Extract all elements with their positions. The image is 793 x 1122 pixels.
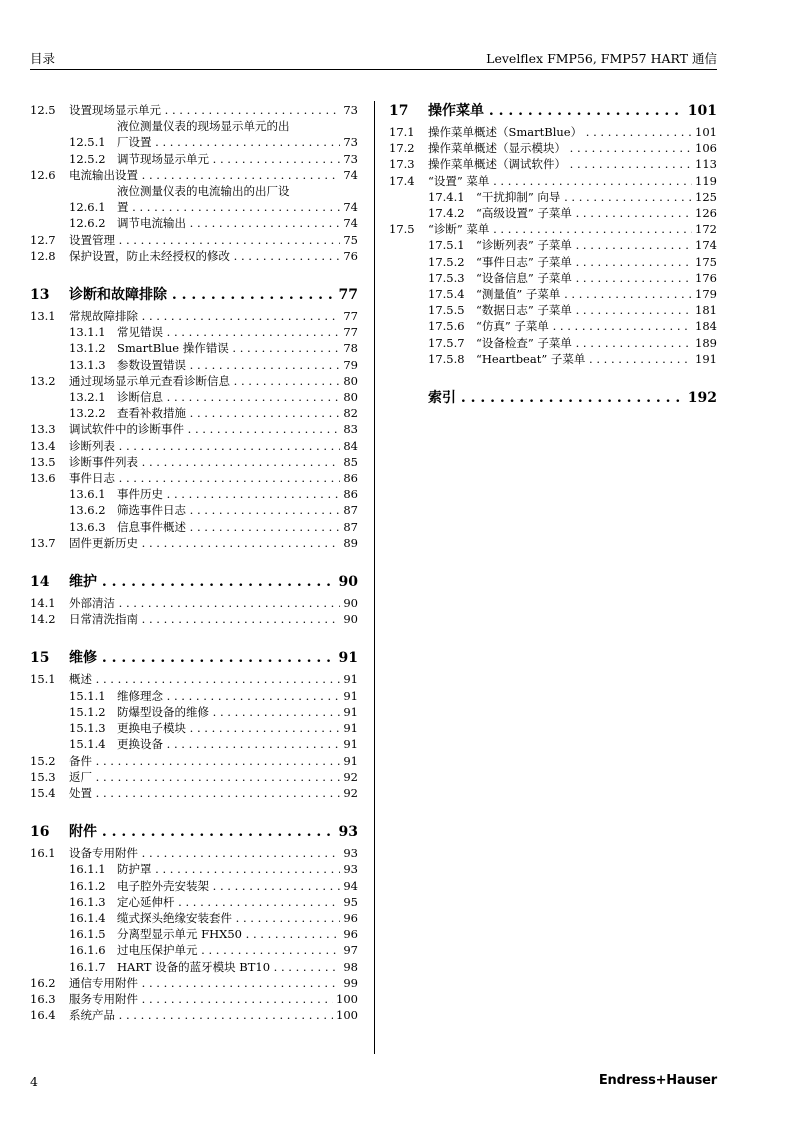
- toc-entry-title: 通信专用附件 . . .: [69, 975, 340, 991]
- toc-entry-page: 93: [343, 846, 358, 861]
- toc-entry-number: 16.1.1: [69, 862, 106, 877]
- toc-entry-number: 12.6.1: [69, 200, 106, 215]
- toc-entry-number: 13.1.2: [69, 341, 106, 356]
- toc-entry-number: 16.1.2: [69, 878, 106, 893]
- toc-chapter-entry[interactable]: [389, 102, 717, 120]
- toc-entry-title: 诊断列表 . . .: [69, 438, 340, 454]
- toc-entry-number: 13.1: [30, 309, 56, 324]
- toc-entry-title: 调节电流输出 . . .: [117, 215, 340, 231]
- toc-entry[interactable]: [30, 102, 358, 118]
- toc-entry-number: 17.4.2: [428, 206, 465, 221]
- toc-entry[interactable]: [30, 357, 358, 373]
- toc-entry-page: 73: [343, 135, 358, 150]
- toc-entry[interactable]: [30, 438, 358, 454]
- toc-entry-number: 13.7: [30, 535, 56, 550]
- toc-chapter-entry[interactable]: [30, 649, 358, 667]
- header-document-title: Levelflex FMP56, FMP57 HART 通信: [486, 51, 717, 66]
- toc-chapter-entry[interactable]: [389, 389, 717, 407]
- toc-entry-page: 73: [343, 103, 358, 117]
- toc-entry-title: [117, 118, 340, 150]
- toc-entry-title: 操作菜单概述（调试软件） . . .: [428, 156, 692, 172]
- toc-entry[interactable]: [30, 926, 358, 942]
- toc-entry-number: 17.5.6: [428, 319, 465, 334]
- toc-entry-number: 17.5.8: [428, 351, 465, 366]
- toc-entry[interactable]: [389, 140, 717, 156]
- toc-entry-title: [117, 183, 340, 215]
- toc-entry-title: 过电压保护单元 . . .: [117, 942, 340, 958]
- toc-entry-page: 174: [695, 238, 717, 253]
- toc-entry-title: 筛选事件日志 . . .: [117, 502, 340, 518]
- toc-entry-number: 16: [30, 824, 50, 841]
- toc-entry[interactable]: [30, 688, 358, 704]
- toc-entry-page: 93: [338, 824, 358, 841]
- toc-entry-number: 16.2: [30, 975, 56, 990]
- toc-entry[interactable]: [389, 221, 717, 237]
- toc-entry-number: 13.1.3: [69, 357, 106, 372]
- toc-entry[interactable]: [30, 421, 358, 437]
- toc-entry[interactable]: [389, 270, 717, 286]
- toc-entry-number: 16.1: [30, 846, 56, 861]
- toc-entry-page: 181: [695, 303, 717, 318]
- toc-entry[interactable]: [30, 454, 358, 470]
- toc-entry-number: 17.5: [389, 222, 415, 237]
- toc-entry[interactable]: [30, 183, 358, 215]
- toc-entry-title: 维护 . . .: [69, 573, 336, 591]
- toc-entry-number: 13.4: [30, 438, 56, 453]
- toc-entry-page: 77: [343, 325, 358, 340]
- column-divider: [374, 101, 375, 1054]
- toc-entry-title: 更换设备 . . .: [117, 736, 340, 752]
- toc-chapter-entry[interactable]: [30, 286, 358, 304]
- toc-entry-title-continuation: 置 . . .: [117, 199, 340, 215]
- toc-entry-page: 191: [695, 351, 717, 366]
- toc-entry-number: 15.2: [30, 753, 56, 768]
- toc-entry-number: 17.4: [389, 173, 415, 188]
- toc-entry-title: “设备信息” 子菜单 . . .: [476, 270, 692, 286]
- toc-entry[interactable]: [30, 470, 358, 486]
- toc-entry[interactable]: [30, 704, 358, 720]
- toc-entry-page: 82: [343, 406, 358, 421]
- toc-entry-title: 设置管理 . . .: [69, 232, 340, 248]
- toc-entry-number: 16.4: [30, 1008, 56, 1023]
- toc-entry-page: 85: [343, 454, 358, 469]
- toc-entry-page: 113: [695, 157, 717, 172]
- toc-entry-title: 维修 . . .: [69, 649, 336, 667]
- toc-entry-title: 调试软件中的诊断事件 . . .: [69, 421, 340, 437]
- toc-entry-page: 74: [343, 167, 358, 182]
- toc-entry[interactable]: [30, 785, 358, 801]
- toc-entry-number: 13.1.1: [69, 325, 106, 340]
- toc-entry[interactable]: [389, 318, 717, 334]
- toc-entry[interactable]: [30, 769, 358, 785]
- toc-left-column: [30, 102, 358, 1023]
- toc-entry-page: 92: [343, 785, 358, 800]
- toc-chapter-entry[interactable]: [30, 573, 358, 591]
- toc-entry-title: “Heartbeat” 子菜单 . . .: [476, 351, 692, 367]
- toc-entry-title: 索引 . . .: [428, 389, 685, 407]
- toc-entry-page: 75: [343, 232, 358, 247]
- toc-entry-page: 74: [343, 216, 358, 231]
- toc-entry[interactable]: [30, 894, 358, 910]
- toc-entry-number: 13.6.3: [69, 519, 106, 534]
- toc-entry[interactable]: [389, 254, 717, 270]
- toc-entry-title-line: 液位测量仪表的现场显示单元的出: [117, 119, 290, 134]
- toc-entry[interactable]: [30, 975, 358, 991]
- toc-entry-number: 14.1: [30, 596, 56, 611]
- toc-entry[interactable]: [30, 991, 358, 1007]
- toc-entry-page: 76: [343, 248, 358, 263]
- toc-entry-title: “诊断列表” 子菜单 . . .: [476, 237, 692, 253]
- toc-entry[interactable]: [30, 308, 358, 324]
- toc-entry-number: 13.2.1: [69, 390, 106, 405]
- toc-entry-page: 100: [336, 1008, 358, 1023]
- toc-entry-title: 诊断信息 . . .: [117, 389, 340, 405]
- toc-entry-title: 概述 . . .: [69, 671, 340, 687]
- toc-entry[interactable]: [389, 124, 717, 140]
- toc-entry-page: 90: [343, 612, 358, 627]
- toc-entry-page: 83: [343, 422, 358, 437]
- toc-entry-number: 14: [30, 574, 50, 591]
- toc-entry-page: 119: [695, 173, 717, 188]
- toc-entry-number: 13.5: [30, 454, 56, 469]
- toc-entry-number: 16.1.7: [69, 959, 106, 974]
- toc-entry-page: 84: [343, 438, 358, 453]
- toc-entry-page: 94: [343, 878, 358, 893]
- toc-entry-number: 13: [30, 287, 50, 304]
- toc-entry-page: 91: [343, 704, 358, 719]
- toc-entry-number: 12.5.1: [69, 135, 106, 150]
- toc-entry-title: “高级设置” 子菜单 . . .: [476, 205, 692, 221]
- toc-entry-page: 89: [343, 535, 358, 550]
- toc-entry-page: 95: [343, 894, 358, 909]
- toc-entry[interactable]: [389, 351, 717, 367]
- toc-entry-page: 91: [343, 688, 358, 703]
- toc-entry[interactable]: [30, 486, 358, 502]
- toc-entry-number: 17: [389, 103, 409, 119]
- toc-entry-title: 诊断和故障排除 . . .: [69, 286, 336, 304]
- toc-entry[interactable]: [30, 861, 358, 877]
- toc-entry-title: 日常清洗指南 . . .: [69, 611, 340, 627]
- toc-entry-title: HART 设备的蓝牙模块 BT10 . . .: [117, 959, 340, 975]
- toc-entry-number: 17.3: [389, 157, 415, 172]
- toc-entry-number: 12.6: [30, 167, 56, 182]
- toc-entry-title: 查看补救措施 . . .: [117, 405, 340, 421]
- toc-entry[interactable]: [30, 232, 358, 248]
- toc-entry-title: 事件日志 . . .: [69, 470, 340, 486]
- toc-entry-title: 附件 . . .: [69, 823, 336, 841]
- toc-entry-page: 80: [343, 373, 358, 388]
- toc-entry-page: 189: [695, 335, 717, 350]
- toc-entry-title-line: 液位测量仪表的电流输出的出厂设: [117, 184, 290, 199]
- toc-entry-title: “设置” 菜单 . . .: [428, 173, 692, 189]
- toc-entry[interactable]: [30, 720, 358, 736]
- toc-entry-number: 17.1: [389, 125, 415, 139]
- toc-entry-number: 15: [30, 650, 50, 667]
- toc-entry-title: 诊断事件列表 . . .: [69, 454, 340, 470]
- toc-entry[interactable]: [30, 595, 358, 611]
- toc-entry-page: 86: [343, 471, 358, 486]
- toc-entry[interactable]: [30, 215, 358, 231]
- toc-entry[interactable]: [389, 156, 717, 172]
- toc-entry[interactable]: [30, 535, 358, 551]
- toc-entry-number: 13.6.2: [69, 503, 106, 518]
- toc-entry[interactable]: [389, 173, 717, 189]
- toc-entry-number: 17.5.4: [428, 287, 465, 302]
- toc-entry[interactable]: [30, 519, 358, 535]
- toc-entry[interactable]: [30, 324, 358, 340]
- page-number: 4: [30, 1074, 38, 1089]
- toc-entry-title: SmartBlue 操作错误 . . .: [117, 340, 340, 356]
- toc-entry-number: 12.7: [30, 232, 56, 247]
- toc-entry-title: “数据日志” 子菜单 . . .: [476, 302, 692, 318]
- toc-entry-page: 96: [343, 927, 358, 942]
- toc-entry-number: 17.5.2: [428, 254, 465, 269]
- toc-entry-number: 16.1.3: [69, 894, 106, 909]
- toc-entry-number: 15.1: [30, 672, 56, 687]
- toc-entry-number: 17.5.3: [428, 270, 465, 285]
- toc-entry-number: 17.5.1: [428, 238, 465, 253]
- toc-entry[interactable]: [30, 1007, 358, 1023]
- toc-entry-title: 常见错误 . . .: [117, 324, 340, 340]
- toc-entry-number: 15.1.3: [69, 721, 106, 736]
- toc-entry[interactable]: [30, 671, 358, 687]
- toc-entry-page: 184: [695, 319, 717, 334]
- toc-entry-page: 126: [695, 206, 717, 221]
- toc-entry-page: 91: [343, 672, 358, 687]
- toc-entry-title: 事件历史 . . .: [117, 486, 340, 502]
- brand-logo-text: Endress+Hauser: [598, 1073, 717, 1088]
- toc-entry-page: 100: [336, 991, 358, 1006]
- toc-entry-page: 91: [343, 753, 358, 768]
- toc-entry-page: 101: [687, 103, 717, 119]
- toc-entry[interactable]: [30, 736, 358, 752]
- toc-entry-number: 13.6.1: [69, 487, 106, 502]
- toc-entry-number: 16.1.5: [69, 927, 106, 942]
- toc-entry-number: 16.3: [30, 991, 56, 1006]
- toc-entry-page: 98: [343, 959, 358, 974]
- toc-entry-number: 16.1.4: [69, 910, 106, 925]
- toc-entry[interactable]: [30, 373, 358, 389]
- toc-entry-number: 13.3: [30, 422, 56, 437]
- toc-entry-number: 17.2: [389, 141, 415, 156]
- toc-entry-page: 87: [343, 503, 358, 518]
- toc-entry-title: 操作菜单 . . .: [428, 102, 685, 120]
- toc-entry-number: 13.2.2: [69, 406, 106, 421]
- toc-entry-title: 定心延伸杆 . . .: [117, 894, 340, 910]
- toc-right-column: [389, 102, 717, 411]
- toc-entry-page: 179: [695, 287, 717, 302]
- toc-entry-page: 175: [695, 254, 717, 269]
- toc-entry-page: 176: [695, 270, 717, 285]
- toc-entry-page: 77: [343, 309, 358, 324]
- toc-entry-number: 12.5: [30, 103, 56, 117]
- toc-entry-title: 参数设置错误 . . .: [117, 357, 340, 373]
- toc-entry-page: 192: [687, 390, 717, 407]
- toc-entry[interactable]: [30, 611, 358, 627]
- toc-entry-number: 13.2: [30, 373, 56, 388]
- toc-entry-number: 15.1.4: [69, 737, 106, 752]
- toc-entry-title: 备件 . . .: [69, 753, 340, 769]
- toc-entry-title: 调节现场显示单元 . . .: [117, 151, 340, 167]
- toc-entry[interactable]: [30, 151, 358, 167]
- toc-entry-number: 13.6: [30, 471, 56, 486]
- toc-entry-title: 防爆型设备的维修 . . .: [117, 704, 340, 720]
- toc-entry[interactable]: [30, 340, 358, 356]
- toc-entry-page: 90: [338, 574, 358, 591]
- toc-entry[interactable]: [30, 167, 358, 183]
- toc-entry-page: 96: [343, 910, 358, 925]
- toc-entry-number: 15.1.1: [69, 688, 106, 703]
- toc-entry-title: 缆式探头绝缘安装套件 . . .: [117, 910, 340, 926]
- toc-entry[interactable]: [389, 335, 717, 351]
- toc-entry-title: 固件更新历史 . . .: [69, 535, 340, 551]
- toc-entry[interactable]: [389, 286, 717, 302]
- toc-entry-page: 73: [343, 151, 358, 166]
- toc-entry[interactable]: [30, 942, 358, 958]
- toc-entry-page: 74: [343, 200, 358, 215]
- toc-entry[interactable]: [30, 910, 358, 926]
- toc-entry-title: 信息事件概述 . . .: [117, 519, 340, 535]
- toc-entry-title: “仿真” 子菜单 . . .: [476, 318, 692, 334]
- toc-entry-title: 外部清洁 . . .: [69, 595, 340, 611]
- toc-entry-number: 16.1.6: [69, 943, 106, 958]
- toc-entry[interactable]: [30, 753, 358, 769]
- toc-entry-title: 处置 . . .: [69, 785, 340, 801]
- page-header: [30, 49, 717, 70]
- toc-entry-title: 电子腔外壳安装架 . . .: [117, 878, 340, 894]
- toc-entry-title: “干扰抑制” 向导 . . .: [476, 189, 692, 205]
- toc-entry-page: 106: [695, 141, 717, 156]
- toc-entry[interactable]: [389, 205, 717, 221]
- toc-entry-number: 15.4: [30, 785, 56, 800]
- toc-entry-title: 常规故障排除 . . .: [69, 308, 340, 324]
- toc-entry[interactable]: [30, 118, 358, 150]
- toc-entry-title: “事件日志” 子菜单 . . .: [476, 254, 692, 270]
- toc-entry-page: 93: [343, 862, 358, 877]
- toc-entry-title: 分离型显示单元 FHX50 . . .: [117, 926, 340, 942]
- toc-entry-number: 17.5.5: [428, 303, 465, 318]
- toc-entry-page: 101: [695, 125, 717, 139]
- toc-entry-page: 90: [343, 596, 358, 611]
- header-section-title: 目录: [30, 51, 56, 66]
- toc-entry-page: 86: [343, 487, 358, 502]
- toc-entry-page: 87: [343, 519, 358, 534]
- toc-entry-number: 15.3: [30, 769, 56, 784]
- toc-entry-title: 维修理念 . . .: [117, 688, 340, 704]
- toc-entry-title: 操作菜单概述（SmartBlue） . . .: [428, 124, 692, 140]
- toc-entry-number: 12.6.2: [69, 216, 106, 231]
- toc-entry-page: 79: [343, 357, 358, 372]
- toc-entry-number: 17.5.7: [428, 335, 465, 350]
- toc-entry[interactable]: [30, 878, 358, 894]
- toc-entry[interactable]: [30, 389, 358, 405]
- toc-entry-page: 91: [343, 737, 358, 752]
- toc-entry-title: 返厂 . . .: [69, 769, 340, 785]
- toc-entry[interactable]: [389, 237, 717, 253]
- toc-entry-title: 通过现场显示单元查看诊断信息 . . .: [69, 373, 340, 389]
- toc-entry[interactable]: [30, 845, 358, 861]
- toc-entry-page: 92: [343, 769, 358, 784]
- toc-entry-title: “诊断” 菜单 . . .: [428, 221, 692, 237]
- toc-entry-title: 操作菜单概述（显示模块） . . .: [428, 140, 692, 156]
- toc-entry-page: 172: [695, 222, 717, 237]
- toc-entry-page: 80: [343, 390, 358, 405]
- toc-entry[interactable]: [389, 302, 717, 318]
- toc-entry-page: 91: [338, 650, 358, 667]
- toc-entry-title: 保护设置，防止未经授权的修改 . . .: [69, 248, 340, 264]
- toc-entry-number: 17.4.1: [428, 189, 465, 204]
- toc-entry[interactable]: [389, 189, 717, 205]
- toc-entry[interactable]: [30, 959, 358, 975]
- toc-entry-title: 更换电子模块 . . .: [117, 720, 340, 736]
- toc-chapter-entry[interactable]: [30, 823, 358, 841]
- toc-entry[interactable]: [30, 405, 358, 421]
- toc-entry-title: 防护罩 . . .: [117, 861, 340, 877]
- toc-entry-page: 77: [338, 287, 358, 304]
- toc-entry-page: 97: [343, 943, 358, 958]
- toc-entry-page: 99: [343, 975, 358, 990]
- toc-entry[interactable]: [30, 502, 358, 518]
- toc-entry-number: 15.1.2: [69, 704, 106, 719]
- toc-entry-page: 91: [343, 721, 358, 736]
- toc-entry-page: 78: [343, 341, 358, 356]
- toc-entry-number: 12.8: [30, 248, 56, 263]
- toc-entry-title: 设置现场显示单元 . . .: [69, 102, 340, 118]
- toc-entry-title: 电流输出设置 . . .: [69, 167, 340, 183]
- toc-entry-title: “测量值” 子菜单 . . .: [476, 286, 692, 302]
- toc-entry-number: 14.2: [30, 612, 56, 627]
- toc-entry-title: 服务专用附件 . . .: [69, 991, 333, 1007]
- toc-entry[interactable]: [30, 248, 358, 264]
- toc-entry-title: 设备专用附件 . . .: [69, 845, 340, 861]
- toc-entry-number: 12.5.2: [69, 151, 106, 166]
- toc-entry-title: 系统产品 . . .: [69, 1007, 333, 1023]
- toc-entry-title: “设备检查” 子菜单 . . .: [476, 335, 692, 351]
- toc-entry-title-continuation: 厂设置 . . .: [117, 134, 340, 150]
- toc-entry-page: 125: [695, 189, 717, 204]
